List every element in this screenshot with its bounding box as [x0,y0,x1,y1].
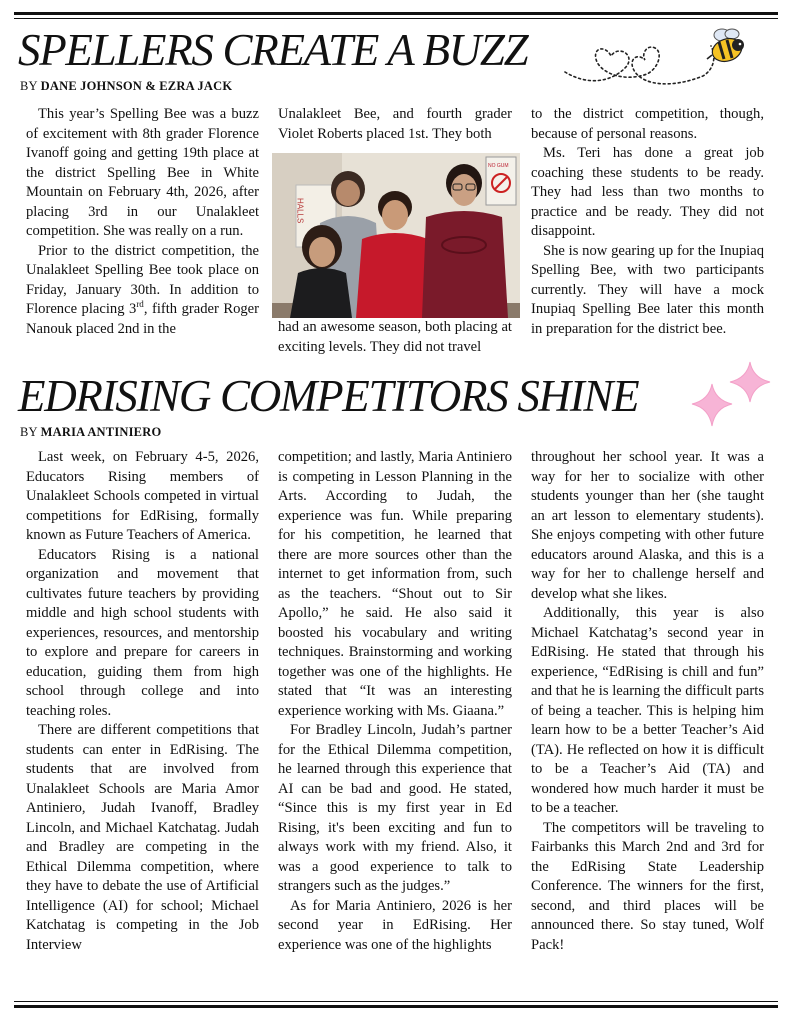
article1-column-2 [278,105,512,144]
byline-prefix: BY [20,79,38,93]
article2-column-1 [26,448,259,955]
article2-byline [20,425,161,440]
no-gum-sign-text: NO GUM [488,163,509,169]
paragraph: She is now gearing up for the Inupiaq Spelling Bee, with two participants currently. They will have a mock Inupiaq Spelling Bee later this month in preparation for the district bee. [531,242,764,337]
paragraph: The competitors will be traveling to Fairbanks this March 2nd and 3rd for the EdRising State Leadership Conference. The winners for the first, second, and third places will be announced there. So stay tuned, Wolf Pack! [531,819,764,953]
paragraph: competition; and lastly, Maria Antiniero is competing in Lesson Planning in the Arts. According to Judah, the experience was fun. While preparing for his competition, he learned that there are more sources other than the internet to get information from, such as the teachers. “Shout out to Sir Apollo,” he said. He also said it boosted his vocabulary and writing techniques. Brainstorming and working together was one of the highlights. He stated that “It was an interesting experience working with Ms. Giaana.” [278,449,512,719]
paragraph: Educators Rising is a national organization and movement that cultivates future teachers by providing middle and high school students with experiences, resources, and mentorship to explore and prepare for careers in education, guiding them from high school through college and into teaching roles. [26,546,259,719]
hearts-flight-path-doodle [563,38,723,98]
article2-column-3 [531,448,764,955]
paragraph: Last week, on February 4-5, 2026, Educators Rising members of Unalakleet Schools competed in virtual competitions for EdRising, formally known as Future Teachers of America. [26,449,259,543]
paragraph: This year’s Spelling Bee was a buzz of excitement with 8th grader Florence Ivanoff going and getting 19th place at the district Spelling Bee in White Mountain on February 4th, 2026, after placing 3rd in our Unalakleet competition. She was really on a run. [26,106,259,239]
article2-headline: EDRISING COMPETITORS SHINE [18,371,639,421]
byline-authors: DANE JOHNSON & EZRA JACK [40,79,233,93]
article1-byline [20,79,232,94]
paragraph: Ms. Teri has done a great job coaching these students to be ready. They had less than two months to practice and be ready. They did not disappoint. [531,145,764,239]
paragraph: throughout her school year. It was a way for her to socialize with other students younger than her (she taught an art lesson to elementary students). She enjoys competing with other future educators around Alaska, and this is a way for her to challenge herself and develop what she likes. [531,449,764,602]
paragraph: Prior to the district competition, the Unalakleet Spelling Bee took place on Friday, January 30th. In addition to Florence placing 3rd, fifth grader Roger Nanouk placed 2nd in the [26,242,260,337]
paragraph: Unalakleet Bee, and fourth grader Violet Roberts placed 1st. They both [278,106,512,142]
byline-prefix: BY [20,425,38,439]
paragraph: There are different competitions that students can enter in EdRising. The students that are involved from Unalakleet Schools are Maria Amor Antiniero, Judah Ivanoff, Bradley Lincoln, and Michael Katchatag. Judah and Bradley are competing in the Ethical Dilemma competition, where they have to debate the use of Artificial Intelligence (AI) for school; Michael Katchatag is competing in the Job Interview [26,722,259,953]
paragraph: Additionally, this year is also Michael Katchatag’s second year in EdRising. He stated that through his experience, “EdRising is chill and fun” and that he is learning the difficult parts of being a teacher. This is helping him learn how to be a better Teacher’s Aid (TA). He reflected on how it is difficult to be a Teacher’s Aid (TA) and wondered how much harder it must be to be a teacher. [531,605,764,816]
wall-poster-text: HALLS [295,198,305,224]
paragraph: For Bradley Lincoln, Judah’s partner for the Ethical Dilemma competition, he learned through this experience that AI can be bad and good. He stated, “Since this is my first year in Ed Rising, it's been exciting and fun to always work with my friend. Also, it was a good experience to talk to strangers such as the judges.” [278,722,512,894]
bee-icon [705,27,749,67]
top-rule-thin [14,18,778,19]
paragraph: to the district competition, though, because of personal reasons. [531,106,764,142]
sparkle-icon [690,360,780,430]
paragraph: As for Maria Antiniero, 2026 is her second year in EdRising. Her experience was one of the highlights [278,897,512,953]
article1-column-2-bottom [278,318,512,357]
article1-headline: SPELLERS CREATE A BUZZ [18,25,528,75]
top-rule-thick [14,12,778,15]
bottom-rule-thick [14,1005,778,1008]
article1-column-1 [26,105,259,339]
article2-column-2 [278,448,512,955]
paragraph: had an awesome season, both placing at exciting levels. They did not travel [278,319,512,355]
article1-column-3 [531,105,764,339]
spelling-bee-winners-photo [272,153,520,318]
bottom-rule-thin [14,1001,778,1002]
byline-authors: MARIA ANTINIERO [40,425,162,439]
